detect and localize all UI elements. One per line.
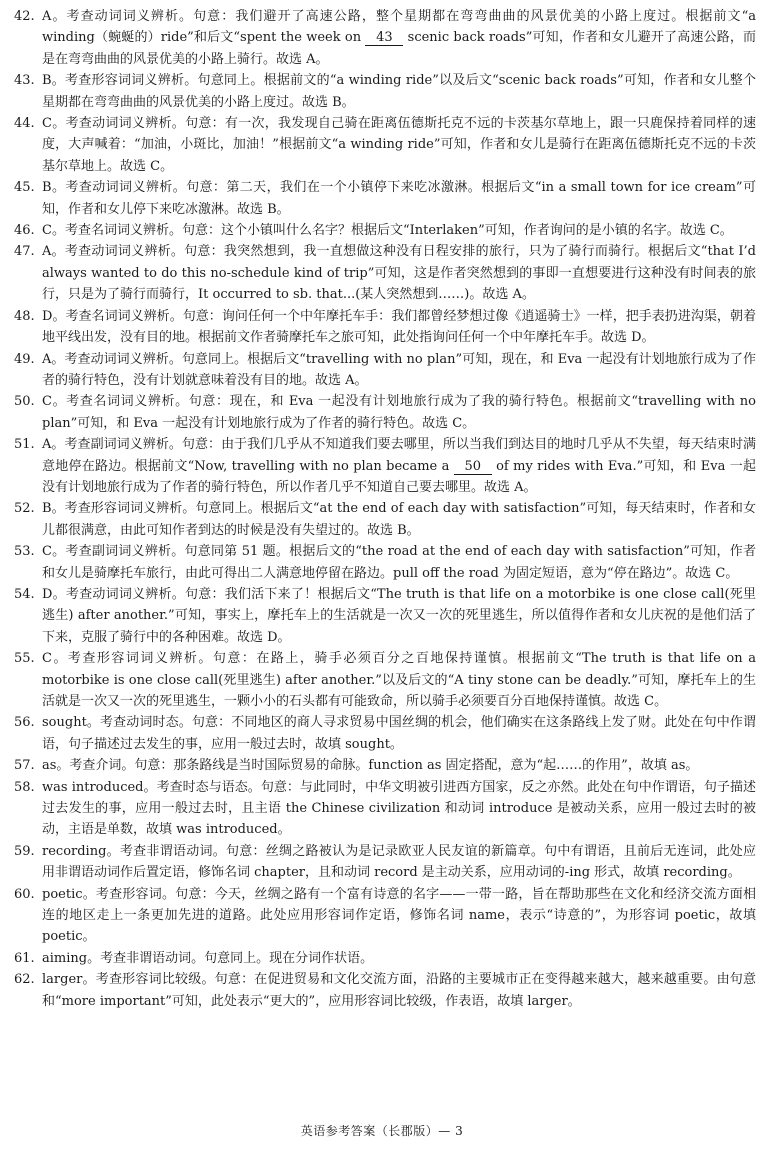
answer-item [8,884,756,948]
explanation-text: aiming。考查非谓语动词。句意同上。现在分词作状语。 [42,950,374,966]
item-number: 55. [14,651,35,667]
explanation-text: of my rides with Eva.”可知，和 Eva 一起没有计划地旅行成为了作者的骑行特色，所以作者几乎不知道自己要去哪里。故选 A。 [42,458,756,495]
item-number: 58. [14,779,35,795]
answer-item [8,6,756,70]
item-number: 44. [14,116,35,132]
item-number: 59. [14,843,35,859]
explanation-text: was introduced。考查时态与语态。句意：与此同时，中华文明被引进西方国家，反之亦然。此处在句中作谓语，句子描述过去发生的事，应用一般过去时，且主语 the Chinese civilization 和动词 introduce 是被动关系，应用一般过去时的被动，主语是单数，故填 was introduced。 [42,779,756,838]
item-number: 60. [14,886,35,902]
explanation-text: C。考查名词词义辨析。句意：现在，和 Eva 一起没有计划地旅行成为了我的骑行特色。根据前文“travelling with no plan”可知，和 Eva 一起没有计划地旅行成为了作者的骑行特色。故选 C。 [42,394,756,431]
item-number: 49. [14,351,35,367]
explanation-text: sought。考查动词时态。句意：不同地区的商人寻求贸易中国丝绸的机会，他们确实在这条路线上发了财。此处在句中作谓语，句子描述过去发生的事，应用一般过去时，故填 sought。 [42,715,756,752]
answer-item [8,755,756,776]
explanation-text: A。考查副词词义辨析。句意：由于我们几乎从不知道我们要去哪里，所以当我们到达目的地时几乎从不失望，每天结束时满意地停在路边。根据前文“Now, travelling with no plan became a [42,437,756,474]
answer-item [8,70,756,113]
explanation-text: A。考查动词词义辨析。句意同上。根据后文“travelling with no plan”可知，现在，和 Eva 一起没有计划地旅行成为了作者的骑行特色，没有计划就意味着没有目的地。故选 A。 [42,351,756,388]
explanation-text: C。考查动词词义辨析。句意：有一次，我发现自己骑在距离伍德斯托克不远的卡茨基尔草地上，跟一只鹿保持着同样的速度，大声喊着：“加油，小斑比，加油！”根据前文“a winding ride”可知，作者和女儿是骑行在距离伍德斯托克不远的卡茨基尔草地上。故选 C。 [42,116,756,174]
explanation-text: C。考查副词词义辨析。句意同第 51 题。根据后文的“the road at the end of each day with satisfaction”可知，作者和女儿是骑摩托车旅行，由此可得出二人满意地停留在路边。pull off the road 为固定短语，意为“停在路边”。故选 C。 [42,544,756,581]
explanation-text: D。考查动词词义辨析。句意：我们活下来了！根据后文“The truth is that life on a motorbike is one close call(死里逃生) after another.”可知，事实上，摩托车上的生活就是一次又一次的死里逃生，所以值得作者和女儿庆祝的是他们活了下来，克服了骑行中的各种困难。故选 D。 [42,586,756,645]
answer-item [8,777,756,841]
answer-item [8,306,756,349]
answer-key-document [8,6,756,1012]
answer-item [8,113,756,177]
answer-item [8,241,756,305]
item-number: 56. [14,715,35,731]
item-number: 43. [14,73,35,89]
answer-item [8,177,756,220]
item-number: 48. [14,308,35,324]
item-number: 45. [14,180,35,196]
answer-item [8,391,756,434]
explanation-text: poetic。考查形容词。句意：今天，丝绸之路有一个富有诗意的名字——一带一路，旨在帮助那些在文化和经济交流方面相连的地区走上一条更加先进的道路。此处应用形容词作定语，修饰名词 name，表示“诗意的”，为形容词 poetic，故填 poetic。 [42,886,756,945]
item-number: 50. [14,394,35,410]
explanation-text: D。考查名词词义辨析。句意：询问任何一个中年摩托车手：我们都曾经梦想过像《逍遥骑士》一样，把手表扔进沟渠，朝着地平线出发，没有目的地。根据前文作者骑摩托车之旅可知，此处指询问任何一个中年摩托车手。故选 D。 [42,308,756,346]
blank-reference: 43 [365,30,403,46]
item-number: 53. [14,544,35,560]
explanation-text: scenic back roads”可知，作者和女儿避开了高速公路，而是在弯弯曲曲的风景优美的小路上骑行。故选 A。 [42,30,756,67]
item-number: 62. [14,972,35,988]
answer-item [8,349,756,392]
answer-item [8,948,756,969]
item-number: 54. [14,586,35,602]
item-number: 47. [14,244,35,260]
explanation-text: A。考查动词词义辨析。句意：我突然想到，我一直想做这种没有日程安排的旅行，只为了骑行而骑行。根据后文“that I’d always wanted to do this no-schedule kind of trip”可知，这是作者突然想到的事即一直想要进行这种没有时间表的旅行，只是为了骑行而骑行，It occurred to sb. that...(某人突然想到……)。故选 A。 [42,244,756,303]
answer-item [8,648,756,712]
explanation-text: larger。考查形容词比较级。句意：在促进贸易和文化交流方面，沿路的主要城市正在变得越来越大，越来越重要。由句意和“more important”可知，此处表示“更大的”，应用形容词比较级，作表语，故填 larger。 [42,972,756,1009]
answer-item [8,969,756,1012]
answer-item [8,584,756,648]
answer-item [8,712,756,755]
explanation-text: recording。考查非谓语动词。句意：丝绸之路被认为是记录欧亚人民友谊的新篇章。句中有谓语，且前后无连词，此处应用非谓语动词作后置定语，修饰名词 chapter，且和动词 record 是主动关系，应用动词的-ing 形式，故填 recording。 [42,843,756,881]
explanation-text: as。考查介词。句意：那条路线是当时国际贸易的命脉。function as 固定搭配，意为“起……的作用”，故填 as。 [42,758,699,774]
explanation-text: B。考查形容词词义辨析。句意同上。根据前文的“a winding ride”以及后文“scenic back roads”可知，作者和女儿整个星期都在弯弯曲曲的风景优美的小路上度过。故选 B。 [42,73,756,110]
answer-item [8,220,756,241]
item-number: 61. [14,950,35,966]
item-number: 52. [14,501,35,517]
answer-item [8,498,756,541]
explanation-text: C。考查名词词义辨析。句意：这个小镇叫什么名字？根据后文“Interlaken”可知，作者询问的是小镇的名字。故选 C。 [42,223,733,239]
explanation-text: B。考查动词词义辨析。句意：第二天，我们在一个小镇停下来吃冰激淋。根据后文“in a small town for ice cream”可知，作者和女儿停下来吃冰激淋。故选 B。 [42,180,756,217]
item-number: 51. [14,437,35,453]
item-number: 46. [14,223,35,239]
explanation-text: B。考查形容词词义辨析。句意同上。根据后文“at the end of each day with satisfaction”可知，每天结束时，作者和女儿都很满意，由此可知作者到达的时候是没有失望过的。故选 B。 [42,501,756,538]
answer-item [8,841,756,884]
page-footer: 英语参考答案（长郡版）— 3 [300,1124,464,1138]
blank-reference: 50 [454,459,492,475]
item-number: 42. [14,9,35,24]
item-number: 57. [14,758,35,774]
answer-item [8,541,756,584]
explanation-text: A。考查动词词义辨析。句意：我们避开了高速公路，整个星期都在弯弯曲曲的风景优美的小路上度过。根据前文“a winding（蜿蜒的）ride”和后文“spent the week on [42,9,756,46]
answer-item [8,434,756,498]
explanation-text: C。考查形容词词义辨析。句意：在路上，骑手必须百分之百地保持谨慎。根据前文“The truth is that life on a motorbike is one close call(死里逃生) after another.”以及后文的“A tiny stone can be deadly.”可知，摩托车上的生活就是一次又一次的死里逃生，一颗小小的石头都有可能致命，所以骑手必须要百分百地保持谨慎。故选 C。 [42,651,756,709]
